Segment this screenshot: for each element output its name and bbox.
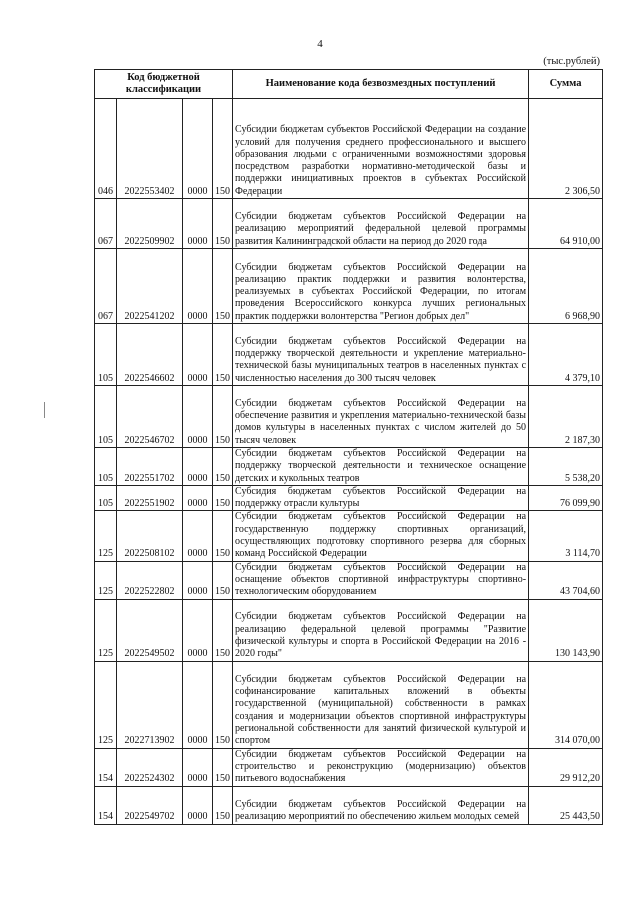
row-name: Субсидия бюджетам субъектов Российской Федерации на поддержку отрасли культуры	[233, 485, 529, 511]
table-row	[95, 99, 603, 199]
row-sum: 6 968,90	[529, 249, 603, 324]
program-code: 0000	[183, 661, 213, 748]
econ-code: 150	[213, 661, 233, 748]
econ-code: 150	[213, 448, 233, 486]
row-name: Субсидии бюджетам субъектов Российской Федерации на государственную поддержку спортивных организаций, осуществляющих подготовку спортивного резерва для сборных команд Российской Федерации	[233, 511, 529, 561]
admin-code: 067	[95, 249, 117, 324]
admin-code: 105	[95, 324, 117, 386]
row-sum: 29 912,20	[529, 748, 603, 786]
unit-note: (тыс.рублей)	[543, 56, 600, 67]
row-sum: 130 143,90	[529, 599, 603, 661]
program-code: 0000	[183, 386, 213, 448]
program-code: 0000	[183, 786, 213, 824]
budget-code: 2022509902	[117, 199, 183, 249]
budget-code: 2022524302	[117, 748, 183, 786]
row-sum: 2 187,30	[529, 386, 603, 448]
econ-code: 150	[213, 485, 233, 511]
econ-code: 150	[213, 599, 233, 661]
budget-code: 2022549702	[117, 786, 183, 824]
page-number: 4	[317, 38, 323, 50]
row-name: Субсидии бюджетам субъектов Российской Федерации на реализацию федеральной целевой программы "Развитие физической культуры и спорта в Российской Федерации на 2016 - 2020 годы"	[233, 599, 529, 661]
program-code: 0000	[183, 511, 213, 561]
admin-code: 154	[95, 786, 117, 824]
row-name: Субсидии бюджетам субъектов Российской Федерации на оснащение объектов спортивной инфраструктуры спортивно-технологическим оборудованием	[233, 561, 529, 599]
budget-code: 2022508102	[117, 511, 183, 561]
row-sum: 3 114,70	[529, 511, 603, 561]
table-row	[95, 511, 603, 561]
row-sum: 25 443,50	[529, 786, 603, 824]
program-code: 0000	[183, 199, 213, 249]
table-row	[95, 748, 603, 786]
table-row	[95, 561, 603, 599]
row-name: Субсидии бюджетам субъектов Российской Федерации на софинансирование капитальных вложений в объекты государственной (муниципальной) собственности в рамках создания и модернизации объектов спортивной инфраструктуры региональной собственности для занятий физической культурой и спортом	[233, 661, 529, 748]
admin-code: 125	[95, 599, 117, 661]
row-sum: 314 070,00	[529, 661, 603, 748]
row-sum: 76 099,90	[529, 485, 603, 511]
table-row	[95, 386, 603, 448]
budget-code: 2022553402	[117, 99, 183, 199]
econ-code: 150	[213, 249, 233, 324]
admin-code: 125	[95, 561, 117, 599]
table-row	[95, 485, 603, 511]
admin-code: 067	[95, 199, 117, 249]
row-name: Субсидии бюджетам субъектов Российской Федерации на строительство и реконструкцию (модернизацию) объектов питьевого водоснабжения	[233, 748, 529, 786]
row-sum: 64 910,00	[529, 199, 603, 249]
table-row	[95, 249, 603, 324]
table-body	[95, 99, 603, 825]
row-name: Субсидии бюджетам субъектов Российской Федерации на поддержку творческой деятельности и укрепление материально-технической базы муниципальных театров в населенных пунктах с численностью населения до 300 тысяч человек	[233, 324, 529, 386]
table-row	[95, 448, 603, 486]
row-name: Субсидии бюджетам субъектов Российской Федерации на реализацию мероприятий федеральной целевой программы развития Калининградской области на период до 2020 года	[233, 199, 529, 249]
margin-mark	[44, 402, 45, 418]
budget-code: 2022546702	[117, 386, 183, 448]
admin-code: 125	[95, 661, 117, 748]
budget-code: 2022541202	[117, 249, 183, 324]
econ-code: 150	[213, 324, 233, 386]
econ-code: 150	[213, 99, 233, 199]
table-row	[95, 324, 603, 386]
table-row	[95, 786, 603, 824]
econ-code: 150	[213, 561, 233, 599]
program-code: 0000	[183, 599, 213, 661]
header-code: Код бюджетной классификации	[95, 70, 233, 99]
admin-code: 046	[95, 99, 117, 199]
budget-code: 2022549502	[117, 599, 183, 661]
table-row	[95, 599, 603, 661]
admin-code: 105	[95, 485, 117, 511]
row-name: Субсидии бюджетам субъектов Российской Федерации на реализацию практик поддержки и развития волонтерства, реализуемых в субъектах Российской Федерации, по итогам проведения Всероссийского конкурса лучших региональных практик поддержки волонтерства "Регион добрых дел"	[233, 249, 529, 324]
program-code: 0000	[183, 99, 213, 199]
budget-code: 2022713902	[117, 661, 183, 748]
program-code: 0000	[183, 561, 213, 599]
row-name: Субсидии бюджетам субъектов Российской Федерации на создание условий для получения среднего профессионального и высшего образования людьми с ограниченными возможностями здоровья посредством разработки нормативно-методической базы и поддержки инициативных проектов в субъектах Российской Федерации	[233, 99, 529, 199]
budget-code: 2022551902	[117, 485, 183, 511]
row-sum: 43 704,60	[529, 561, 603, 599]
table-header-row	[95, 70, 603, 99]
budget-code: 2022522802	[117, 561, 183, 599]
header-sum: Сумма	[529, 70, 603, 99]
program-code: 0000	[183, 748, 213, 786]
econ-code: 150	[213, 386, 233, 448]
program-code: 0000	[183, 324, 213, 386]
econ-code: 150	[213, 748, 233, 786]
row-name: Субсидии бюджетам субъектов Российской Федерации на поддержку творческой деятельности и техническое оснащение детских и кукольных театров	[233, 448, 529, 486]
admin-code: 154	[95, 748, 117, 786]
row-sum: 5 538,20	[529, 448, 603, 486]
program-code: 0000	[183, 448, 213, 486]
table-row	[95, 199, 603, 249]
row-name: Субсидии бюджетам субъектов Российской Федерации на обеспечение развития и укрепления материально-технической базы домов культуры в населенных пунктах с числом жителей до 50 тысяч человек	[233, 386, 529, 448]
admin-code: 105	[95, 386, 117, 448]
admin-code: 125	[95, 511, 117, 561]
econ-code: 150	[213, 199, 233, 249]
admin-code: 105	[95, 448, 117, 486]
row-sum: 2 306,50	[529, 99, 603, 199]
table-row	[95, 661, 603, 748]
row-sum: 4 379,10	[529, 324, 603, 386]
program-code: 0000	[183, 485, 213, 511]
budget-code: 2022546602	[117, 324, 183, 386]
econ-code: 150	[213, 786, 233, 824]
budget-table	[94, 69, 603, 825]
row-name: Субсидии бюджетам субъектов Российской Федерации на реализацию мероприятий по обеспечению жильем молодых семей	[233, 786, 529, 824]
econ-code: 150	[213, 511, 233, 561]
budget-code: 2022551702	[117, 448, 183, 486]
header-name: Наименование кода безвозмездных поступлений	[233, 70, 529, 99]
program-code: 0000	[183, 249, 213, 324]
